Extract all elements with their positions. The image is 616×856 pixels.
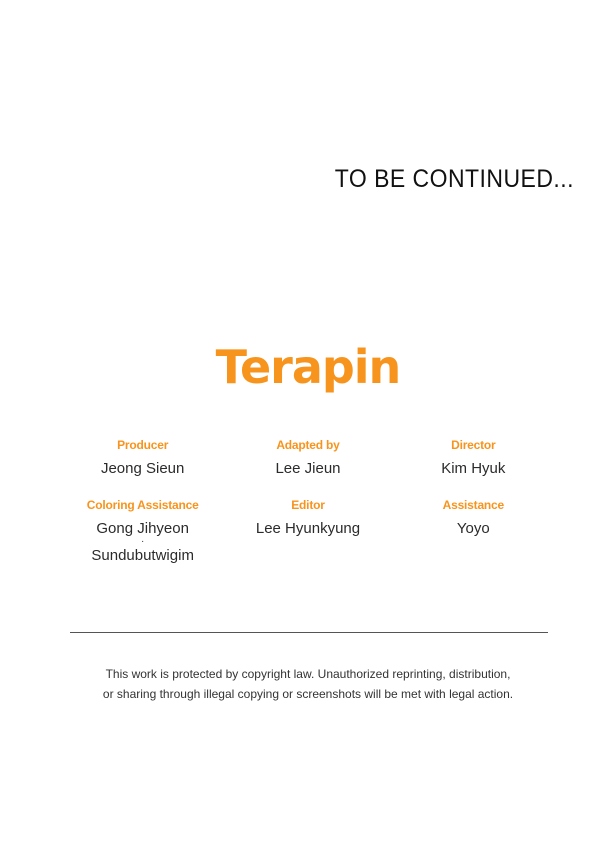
name-separator-dot: ·	[140, 536, 145, 547]
copyright-notice-line: This work is protected by copyright law. Unauthorized reprinting, distribution,	[105, 667, 511, 681]
credit-adapted-by	[225, 438, 390, 478]
credit-role: Editor	[291, 498, 325, 512]
credit-editor	[225, 498, 390, 565]
credit-role: Assistance	[442, 498, 504, 512]
credit-coloring-assistance	[60, 498, 225, 565]
credit-name: Lee Hyunkyung	[255, 520, 361, 537]
credit-name: Yoyo	[456, 520, 490, 537]
divider-line	[70, 632, 548, 633]
credit-role: Coloring Assistance	[86, 498, 199, 512]
credit-assistance	[391, 498, 556, 565]
credit-name: Kim Hyuk	[441, 460, 506, 477]
credit-role: Producer	[117, 438, 169, 452]
credit-director	[391, 438, 556, 478]
credit-name: Sundubutwigim	[91, 547, 194, 564]
terapin-logo: Terapin	[215, 340, 401, 394]
credit-role: Adapted by	[276, 438, 340, 452]
credit-producer	[60, 438, 225, 478]
to-be-continued-text: TO BE CONTINUED...	[334, 165, 574, 193]
credit-name: Lee Jieun	[275, 460, 341, 477]
credit-name: Jeong Sieun	[100, 460, 185, 477]
credit-name: Gong Jihyeon	[96, 520, 189, 537]
credits-grid	[60, 438, 556, 565]
copyright-notice	[0, 664, 616, 704]
copyright-notice-line: or sharing through illegal copying or screenshots will be met with legal action.	[102, 687, 514, 701]
credit-role: Director	[451, 438, 496, 452]
